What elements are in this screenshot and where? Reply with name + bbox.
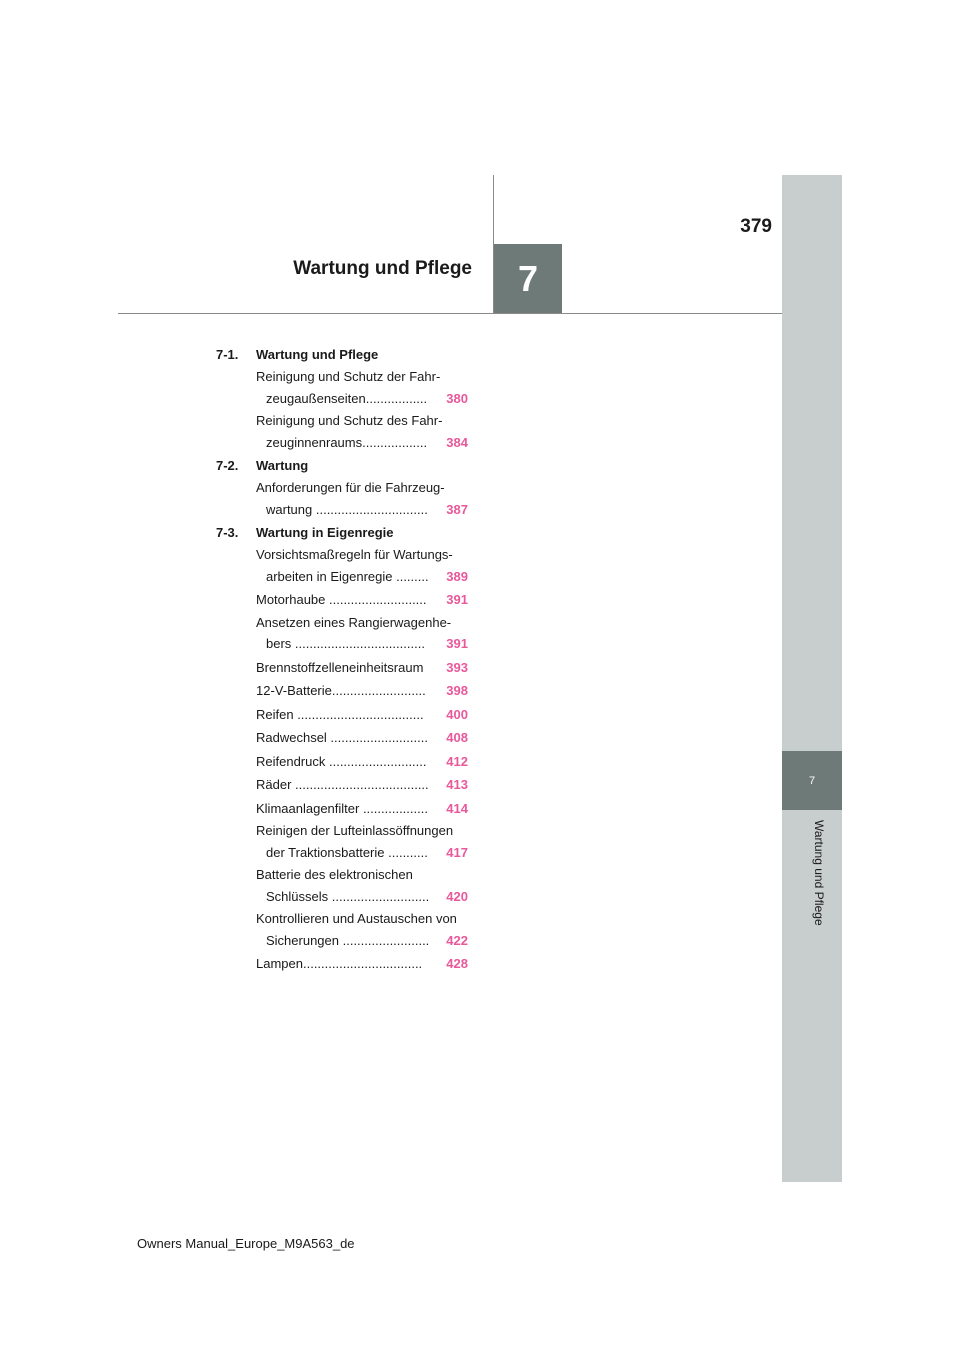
section-title: Wartung und Pflege: [256, 347, 379, 362]
page-number: 379: [740, 216, 772, 237]
toc-entry-leader: Schlüssels ...........................: [266, 888, 430, 904]
toc-entry[interactable]: [256, 820, 468, 864]
toc-entry-leader-line: [256, 726, 468, 750]
header-horizontal-rule: [118, 313, 782, 314]
toc-entry[interactable]: [256, 797, 468, 821]
toc-entry-leader-line: [256, 633, 468, 656]
toc-entry-title: Anforderungen für die Fahrzeug-: [256, 480, 445, 495]
section-number: 7-2.: [216, 458, 239, 473]
toc-entry-leader: 12-V-Batterie..........................: [256, 683, 426, 698]
toc-page-link[interactable]: 384: [446, 434, 468, 450]
toc-entry[interactable]: [256, 544, 468, 588]
toc-entry[interactable]: [256, 477, 468, 521]
toc-page-link[interactable]: 391: [446, 636, 468, 651]
toc-page-link[interactable]: 387: [446, 501, 468, 517]
toc-entry[interactable]: [256, 703, 468, 727]
section-title: Wartung in Eigenregie: [256, 525, 394, 540]
toc-entry-leader-line: [256, 886, 468, 909]
toc-entry-leader: bers ....................................: [266, 636, 425, 651]
toc-page-link[interactable]: 428: [446, 956, 468, 971]
toc-entry-leader-line: [256, 656, 468, 680]
toc-entry-leader-line: [256, 679, 468, 703]
toc-entry-leader: Reifen ...................................: [256, 706, 424, 722]
toc-entry-title: Ansetzen eines Rangierwagenhe-: [256, 614, 452, 630]
toc-entry-leader-line: [256, 388, 468, 411]
toc-page-link[interactable]: 380: [446, 390, 468, 406]
toc-entry-title: Batterie des elektronischen: [256, 867, 413, 882]
toc-page-link[interactable]: 400: [446, 706, 468, 722]
toc-entry-leader-line: [256, 703, 468, 727]
toc-section-heading[interactable]: [216, 454, 468, 477]
toc-entry-leader-line: [256, 952, 468, 976]
toc-entry[interactable]: [256, 908, 468, 952]
toc-section-heading[interactable]: [216, 521, 468, 544]
table-of-contents: [216, 343, 468, 976]
toc-entry-leader-line: [256, 930, 468, 953]
toc-entry-leader: arbeiten in Eigenregie .........: [266, 568, 429, 584]
toc-entry[interactable]: [256, 410, 468, 454]
section-number: 7-3.: [216, 525, 239, 540]
toc-entry-leader-line: [256, 432, 468, 455]
toc-page-link[interactable]: 398: [446, 683, 468, 698]
toc-entry-leader: Motorhaube ...........................: [256, 592, 427, 607]
toc-entry[interactable]: [256, 952, 468, 976]
toc-entry[interactable]: [256, 656, 468, 680]
toc-entry-leader-line: [256, 588, 468, 612]
toc-entry-leader: Sicherungen ........................: [266, 932, 430, 948]
toc-entry-leader: zeugaußenseiten.................: [266, 390, 428, 406]
toc-page-link[interactable]: 412: [446, 753, 468, 769]
toc-entry-title: Kontrollieren und Austauschen von: [256, 911, 457, 926]
toc-entry-leader: Räder .....................................: [256, 777, 429, 792]
toc-page-link[interactable]: 413: [446, 777, 468, 792]
toc-entry[interactable]: [256, 750, 468, 774]
toc-entry-title: Reinigung und Schutz des Fahr-: [256, 413, 443, 428]
section-title: Wartung: [256, 458, 309, 473]
toc-entry[interactable]: [256, 773, 468, 797]
chapter-number-box: [494, 244, 562, 313]
toc-page-link[interactable]: 393: [446, 659, 468, 675]
side-thumb-strip: [782, 175, 842, 1182]
toc-page-link[interactable]: 422: [446, 932, 468, 948]
toc-page-link[interactable]: 414: [446, 800, 468, 816]
toc-entry-leader-line: [256, 773, 468, 797]
toc-entry-leader: Lampen.................................: [256, 956, 423, 971]
chapter-title: Wartung und Pflege: [293, 258, 472, 279]
toc-entry-leader-line: [256, 750, 468, 774]
side-tab-number: 7: [808, 774, 816, 787]
toc-entry-leader-line: [256, 842, 468, 865]
toc-entry[interactable]: [256, 366, 468, 410]
side-tab-label: Wartung und Pflege: [812, 820, 826, 926]
toc-entry[interactable]: [256, 864, 468, 908]
toc-entry-leader-line: [256, 499, 468, 522]
toc-section-heading[interactable]: [216, 343, 468, 366]
toc-entry-leader-line: [256, 566, 468, 589]
chapter-number: 7: [517, 257, 539, 299]
toc-entry-leader: Klimaanlagenfilter ..................: [256, 800, 428, 816]
toc-entry-leader: der Traktionsbatterie ...........: [266, 844, 428, 860]
toc-entry[interactable]: [256, 612, 468, 656]
toc-entry[interactable]: [256, 679, 468, 703]
toc-entry-title: Vorsichtsmaßregeln für Wartungs-: [256, 547, 453, 562]
toc-entry-title: Reinigung und Schutz der Fahr-: [256, 369, 441, 384]
toc-page-link[interactable]: 417: [446, 844, 468, 860]
toc-entry[interactable]: [256, 588, 468, 612]
toc-entry-title: Reinigen der Lufteinlassöffnungen: [256, 823, 454, 838]
toc-page-link[interactable]: 420: [446, 888, 468, 904]
toc-entry-leader: Brennstoffzelleneinheitsraum: [256, 659, 424, 675]
toc-page-link[interactable]: 408: [446, 730, 468, 745]
toc-page-link[interactable]: 391: [446, 592, 468, 607]
toc-entry-leader-line: [256, 797, 468, 821]
side-chapter-tab[interactable]: [782, 751, 842, 810]
toc-entry-leader: Radwechsel ...........................: [256, 730, 428, 745]
toc-entry-leader: wartung ...............................: [266, 501, 428, 517]
toc-page-link[interactable]: 389: [446, 568, 468, 584]
toc-entry[interactable]: [256, 726, 468, 750]
toc-entry-leader: Reifendruck ...........................: [256, 753, 427, 769]
footer-text: Owners Manual_Europe_M9A563_de: [137, 1236, 355, 1251]
toc-entry-leader: zeuginnenraums..................: [266, 434, 428, 450]
section-number: 7-1.: [216, 347, 239, 362]
